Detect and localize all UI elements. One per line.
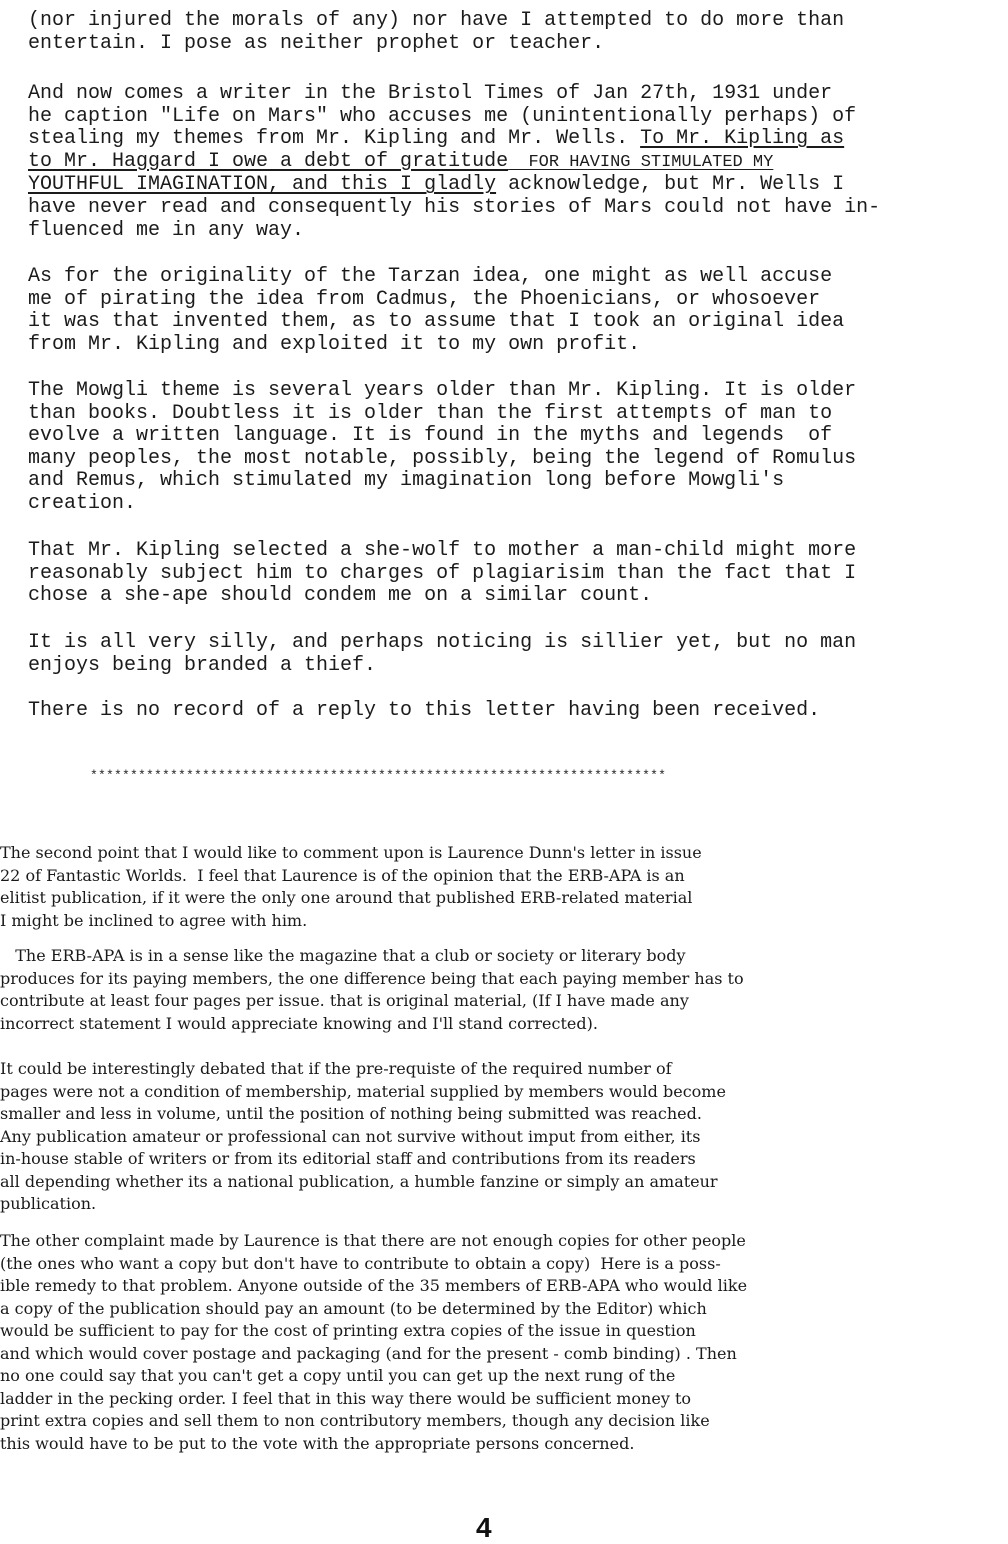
typed-paragraph-1 xyxy=(28,10,988,55)
text-span: acknowledge, but Mr. Wells I xyxy=(496,173,845,197)
text-line: all depending whether its a national publication, a humble fanzine or simply an amateur xyxy=(0,1171,718,1191)
text-line: ible remedy to that problem. Anyone outside of the 35 members of ERB-APA who would like xyxy=(0,1276,748,1295)
text-line: As for the originality of the Tarzan idea, one might as well accuse xyxy=(28,265,833,288)
text-line: pages were not a condition of membership, material supplied by members would become xyxy=(0,1081,726,1101)
text-line: elitist publication, if it were the only one around that published ERB-related material xyxy=(0,888,693,907)
page-number: 4 xyxy=(476,1512,492,1543)
text-line: chose a she-ape should condem me on a similar count. xyxy=(28,584,653,608)
text-line: he caption "Life on Mars" who accuses me (unintentionally perhaps) of xyxy=(28,104,857,128)
text-line: entertain. I pose as neither prophet or teacher. xyxy=(28,31,605,55)
body-paragraph-2 xyxy=(0,945,1008,1035)
text-line: It could be interestingly debated that if the pre-requiste of the required number of xyxy=(0,1059,672,1078)
text-line: than books. Doubtless it is older than the first attempts of man to xyxy=(28,401,833,425)
text-line xyxy=(28,174,988,197)
text-line: produces for its paying members, the one difference being that each paying member has to xyxy=(0,968,744,988)
text-span: stealing my themes from Mr. Kipling and Mr. Wells. xyxy=(28,127,641,151)
text-line: contribute at least four pages per issue. that is original material, (If I have made any xyxy=(0,991,689,1010)
text-line: print extra copies and sell them to non contributory members, though any decision like xyxy=(0,1411,710,1430)
text-line: And now comes a writer in the Bristol Times of Jan 27th, 1931 under xyxy=(28,82,833,105)
typed-paragraph-7 xyxy=(28,700,988,723)
text-line: reasonably subject him to charges of plagiarisim than the fact that I xyxy=(28,561,857,585)
text-line: The ERB-APA is in a sense like the magazine that a club or society or literary body xyxy=(0,946,686,965)
text-line xyxy=(28,151,988,175)
text-line: enjoys being branded a thief. xyxy=(28,653,377,677)
text-line: incorrect statement I would appreciate knowing and I'll stand corrected). xyxy=(0,1013,598,1033)
underlined-text: To Mr. Kipling as xyxy=(640,127,845,151)
text-line: ladder in the pecking order. I feel that in this way there would be sufficient money to xyxy=(0,1388,691,1408)
text-line: publication. xyxy=(0,1194,97,1213)
body-paragraph-4 xyxy=(0,1230,1008,1455)
text-line: no one could say that you can't get a copy until you can get up the next rung of the xyxy=(0,1366,676,1385)
text-line: have never read and consequently his stories of Mars could not have in- xyxy=(28,195,881,219)
text-line: Any publication amateur or professional can not survive without imput from either, its xyxy=(0,1126,701,1146)
typed-paragraph-4 xyxy=(28,380,988,516)
underlined-text: YOUTHFUL IMAGINATION, and this I gladly xyxy=(28,173,497,197)
text-line: a copy of the publication should pay an amount (to be determined by the Editor) which xyxy=(0,1298,707,1318)
typed-paragraph-5 xyxy=(28,540,988,608)
body-paragraph-1 xyxy=(0,842,1008,932)
text-line: evolve a written language. It is found in the myths and legends of xyxy=(28,424,833,448)
text-line: (nor injured the morals of any) nor have I attempted to do more than xyxy=(28,9,845,32)
underlined-text: to Mr. Haggard I owe a debt of gratitude xyxy=(28,149,509,173)
typed-paragraph-6 xyxy=(28,632,988,677)
text-line: (the ones who want a copy but don't have to contribute to obtain a copy) Here is a poss- xyxy=(0,1253,721,1273)
text-line: in-house stable of writers or from its editorial staff and contributions from its readers xyxy=(0,1149,696,1168)
text-line: creation. xyxy=(28,491,137,515)
underlined-text: FOR HAVING STIMULATED MY xyxy=(508,152,774,172)
text-line: 22 of Fantastic Worlds. I feel that Laurence is of the opinion that the ERB-APA is an xyxy=(0,865,685,885)
text-line: me of pirating the idea from Cadmus, the Phoenicians, or whosoever xyxy=(28,287,821,311)
text-line: and which would cover postage and packaging (and for the present - comb binding) . Then xyxy=(0,1343,737,1363)
text-line: this would have to be put to the vote with the appropriate persons concerned. xyxy=(0,1433,635,1453)
text-line: It is all very silly, and perhaps noticing is sillier yet, but no man xyxy=(28,631,857,654)
text-line: That Mr. Kipling selected a she-wolf to mother a man-child might more xyxy=(28,539,857,562)
text-line: fluenced me in any way. xyxy=(28,218,305,242)
text-line: many peoples, the most notable, possibly, being the legend of Romulus xyxy=(28,446,857,470)
asterisk-separator: ************************************************************************ xyxy=(90,768,667,783)
text-line: would be sufficient to pay for the cost of printing extra copies of the issue in question xyxy=(0,1321,696,1340)
body-paragraph-3 xyxy=(0,1058,1008,1216)
text-line: smaller and less in volume, until the position of nothing being submitted was reached. xyxy=(0,1104,702,1123)
text-line: The second point that I would like to comment upon is Laurence Dunn's letter in issue xyxy=(0,843,702,862)
text-line: There is no record of a reply to this letter having been received. xyxy=(28,699,821,722)
typed-paragraph-2 xyxy=(28,83,988,242)
text-line xyxy=(28,128,988,151)
typed-paragraph-3 xyxy=(28,266,988,356)
text-line: The Mowgli theme is several years older than Mr. Kipling. It is older xyxy=(28,379,857,402)
text-line: and Remus, which stimulated my imagination long before Mowgli's xyxy=(28,469,785,493)
text-line: from Mr. Kipling and exploited it to my own profit. xyxy=(28,332,641,356)
text-line: I might be inclined to agree with him. xyxy=(0,910,308,930)
text-line: it was that invented them, as to assume that I took an original idea xyxy=(28,310,845,334)
text-line: The other complaint made by Laurence is that there are not enough copies for other people xyxy=(0,1231,746,1250)
